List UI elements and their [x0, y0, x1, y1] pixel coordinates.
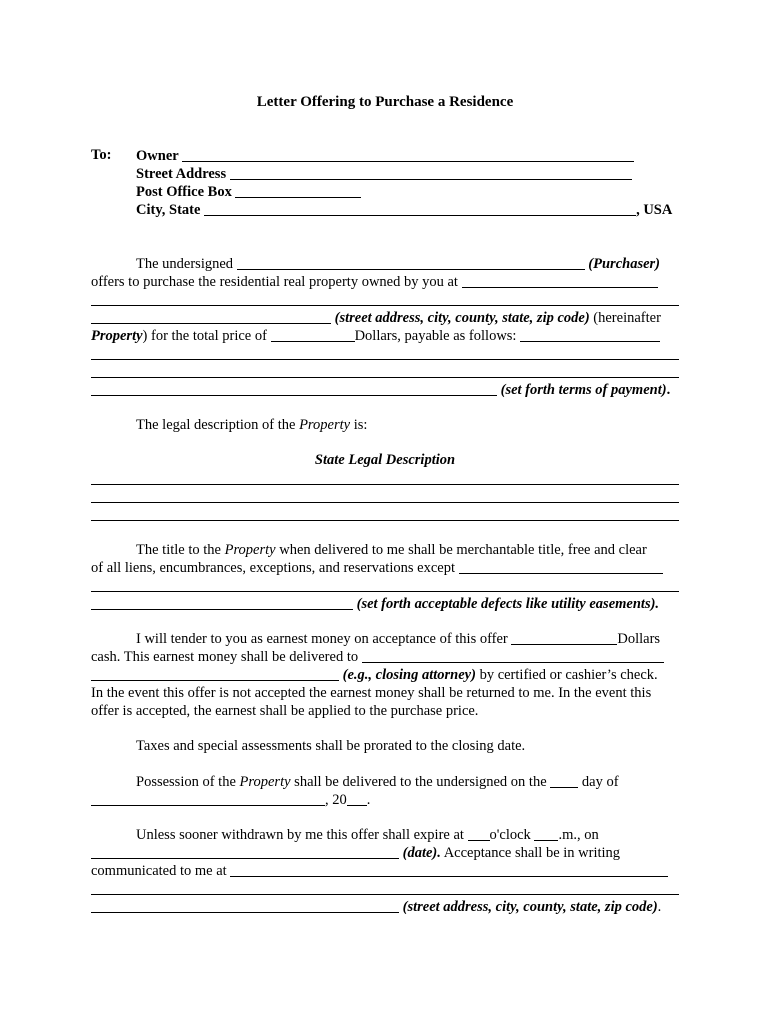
exceptions-text: of all liens, encumbrances, exceptions, and reservations except [91, 560, 455, 576]
property-location-field[interactable] [462, 273, 658, 288]
city-state-label: City, State [136, 202, 201, 218]
communication-period: . [657, 899, 662, 915]
owner-label: Owner [136, 148, 179, 164]
earnest-dollars-text: Dollars [617, 631, 661, 647]
po-box-field[interactable] [235, 183, 361, 198]
title-line-1 [136, 541, 647, 559]
expire-hour-field[interactable] [468, 826, 490, 841]
possession-text-b: shall be delivered to the undersigned on the [290, 774, 547, 790]
communication-address-line[interactable] [91, 894, 679, 895]
possession-month-field[interactable] [91, 791, 325, 806]
owner-field[interactable] [182, 147, 634, 162]
title-text-a: The title to the [136, 542, 225, 558]
street-hint-line [91, 309, 661, 327]
defects-line [91, 595, 659, 613]
street-field[interactable] [230, 165, 632, 180]
street-label: Street Address [136, 166, 227, 182]
dollars-payable-text: Dollars, payable as follows: [354, 328, 517, 344]
total-price-field[interactable] [271, 327, 355, 342]
possession-period: . [366, 792, 371, 808]
m-on-text: .m., on [558, 827, 599, 843]
communication-address-field[interactable] [230, 862, 668, 877]
payment-terms-line-2[interactable] [91, 377, 679, 378]
exceptions-line[interactable] [91, 591, 679, 592]
legal-intro [136, 416, 367, 434]
legal-description-heading: State Legal Description [314, 452, 456, 468]
legal-property-term: Property [299, 417, 351, 433]
owner-line [136, 147, 634, 165]
expire-line-2 [91, 844, 620, 862]
earnest-line-5: offer is accepted, the earnest shall be applied to the purchase price. [91, 703, 479, 719]
legal-description-line-3[interactable] [91, 520, 679, 521]
earnest-line-3 [91, 666, 658, 684]
expire-line-4 [91, 898, 661, 916]
legal-description-line-2[interactable] [91, 502, 679, 503]
usa-label: , USA [636, 202, 673, 218]
document-title: Letter Offering to Purchase a Residence [256, 94, 514, 110]
possession-day-field[interactable] [550, 773, 578, 788]
earnest-text: I will tender to you as earnest money on acceptance of this offer [136, 631, 508, 647]
expire-date-field[interactable] [91, 844, 399, 859]
possession-line-2 [91, 791, 370, 809]
exceptions-field[interactable] [459, 559, 663, 574]
earnest-line-4: In the event this offer is not accepted the earnest money shall be returned to me. In the event this [91, 685, 652, 701]
legal-intro-end: is: [350, 417, 368, 433]
property-address-field[interactable] [91, 309, 331, 324]
year-prefix: , 20 [325, 792, 347, 808]
undersigned-text: The undersigned [136, 256, 234, 272]
terms-hint: (set forth terms of payment) [500, 382, 667, 398]
possession-property-term: Property [239, 774, 291, 790]
total-price-text: ) for the total price of [142, 328, 271, 344]
defects-hint: (set forth acceptable defects like utility easements). [356, 596, 660, 612]
offers-line [91, 273, 658, 291]
earnest-recipient-field[interactable] [362, 648, 664, 663]
title-line-2 [91, 559, 663, 577]
expire-line-1 [136, 826, 599, 844]
possession-text-a: Possession of the [136, 774, 240, 790]
possession-line-1 [136, 773, 619, 791]
payment-terms-line-1[interactable] [91, 359, 679, 360]
payment-terms-field[interactable] [520, 327, 660, 342]
legal-intro-text: The legal description of the [136, 417, 300, 433]
earnest-line-2 [91, 648, 664, 666]
date-hint: (date). [402, 845, 441, 861]
purchaser-label: (Purchaser) [588, 256, 660, 272]
po-box-label: Post Office Box [136, 184, 232, 200]
oclock-text: o'clock [489, 827, 531, 843]
offers-text: offers to purchase the residential real property owned by you at [91, 274, 458, 290]
legal-description-line-1[interactable] [91, 484, 679, 485]
title-text-b: when delivered to me shall be merchantable title, free and clear [275, 542, 647, 558]
communication-street-hint: (street address, city, county, state, zip code) [402, 899, 658, 915]
total-price-line [91, 327, 660, 345]
undersigned-line [136, 255, 660, 273]
expire-text: Unless sooner withdrawn by me this offer shall expire at [136, 827, 464, 843]
closing-attorney-hint: (e.g., closing attorney) [342, 667, 476, 683]
earnest-delivered-text: cash. This earnest money shall be delivered to [91, 649, 359, 665]
earnest-recipient-field-2[interactable] [91, 666, 339, 681]
city-state-line [136, 201, 672, 219]
taxes-text: Taxes and special assessments shall be prorated to the closing date. [136, 738, 526, 754]
street-hint: (street address, city, county, state, zip code) [334, 310, 590, 326]
earnest-amount-field[interactable] [511, 630, 617, 645]
earnest-line-1 [136, 630, 660, 648]
street-line [136, 165, 632, 183]
payment-terms-field-2[interactable] [91, 381, 497, 396]
defects-field[interactable] [91, 595, 353, 610]
city-state-field[interactable] [204, 201, 636, 216]
expire-line-3 [91, 862, 668, 880]
expire-ampm-field[interactable] [534, 826, 558, 841]
terms-line [91, 381, 670, 399]
communication-address-field-2[interactable] [91, 898, 399, 913]
possession-year-field[interactable] [347, 791, 367, 806]
to-label: To: [91, 147, 112, 163]
property-term: Property [91, 328, 143, 344]
property-address-line[interactable] [91, 305, 679, 306]
communicated-text: communicated to me at [91, 863, 227, 879]
terms-period: . [666, 382, 671, 398]
purchaser-name-field[interactable] [237, 255, 585, 270]
day-of-text: day of [578, 774, 619, 790]
acceptance-text: Acceptance shall be in writing [440, 845, 621, 861]
hereinafter-text: (hereinafter [589, 310, 661, 326]
po-box-line [136, 183, 361, 201]
cashier-check-text: by certified or cashier’s check. [475, 667, 658, 683]
title-property-term: Property [224, 542, 276, 558]
